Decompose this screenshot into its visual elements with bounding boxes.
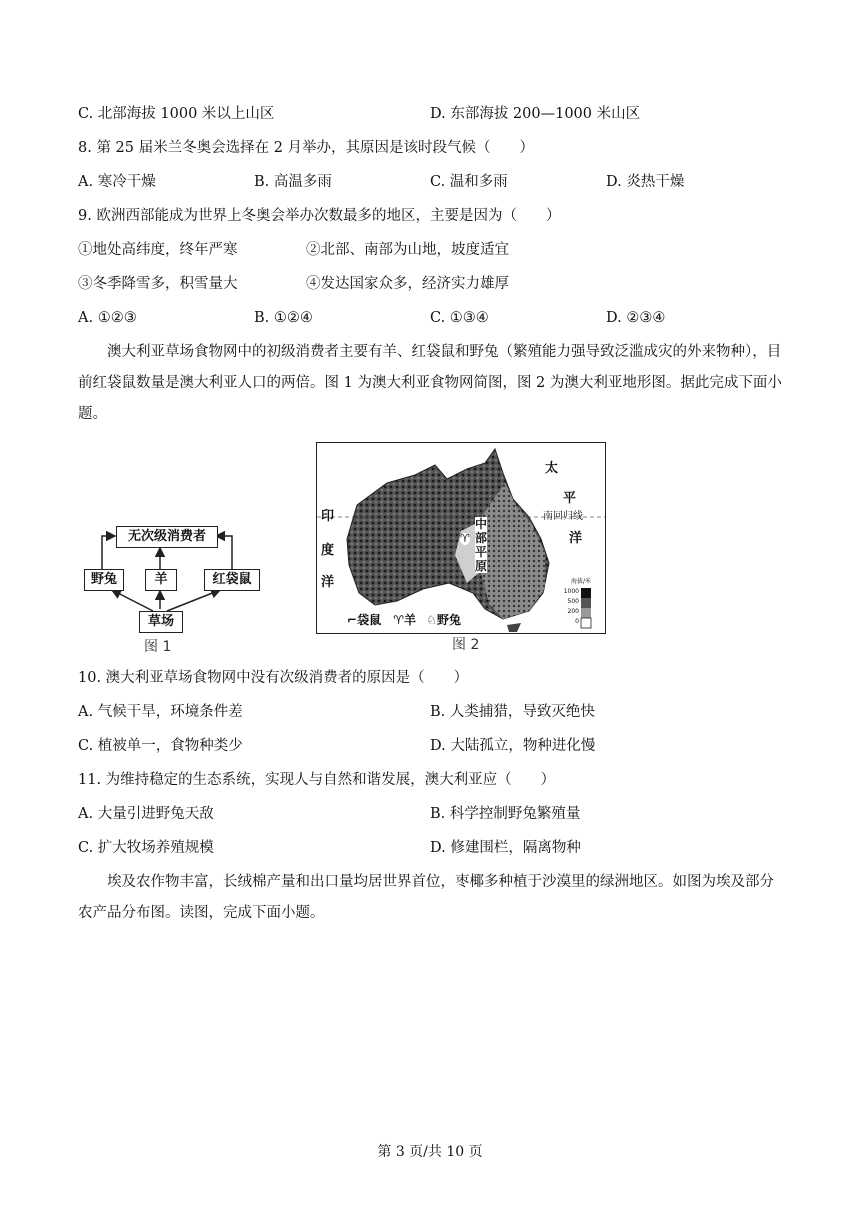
- map-animal-legend: [347, 611, 461, 628]
- figure-2-australia-map: [316, 442, 606, 634]
- figure-2-caption: 图 2: [452, 637, 480, 653]
- grassland-box: 草场: [139, 611, 183, 633]
- q9-option-b: B. ①②④: [254, 310, 313, 326]
- q9-option-a: A. ①②③: [78, 310, 137, 326]
- pacific-label-3: 洋: [569, 531, 583, 546]
- q9-statement-2: ②北部、南部为山地，坡度适宜: [306, 242, 509, 258]
- central-plain-label-4: 原: [475, 559, 488, 573]
- central-plain-label-2: 部: [475, 531, 488, 545]
- australia-passage: 澳大利亚草场食物网中的初级消费者主要有羊、红袋鼠和野兔（繁殖能力强导致泛滥成灾的外来物种），目前红袋鼠数量是澳大利亚人口的两倍。图 1 为澳大利亚食物网简图，图 2 为澳大利亚地形图。据此完成下面小题。: [78, 344, 782, 422]
- q9-statement-4: ④发达国家众多，经济实力雄厚: [306, 276, 509, 292]
- indian-label-2: 度: [321, 543, 335, 558]
- q8-option-d: D. 炎热干燥: [606, 174, 685, 190]
- central-plain-label-3: 平: [475, 545, 488, 559]
- no-secondary-consumer-box: 无次级消费者: [116, 526, 218, 548]
- q11-stem: 11. 为维持稳定的生态系统，实现人与自然和谐发展，澳大利亚应（ ）: [78, 772, 556, 788]
- elevation-legend-title: 海拔/米: [570, 578, 592, 585]
- q9-option-c: C. ①③④: [430, 310, 489, 326]
- figure-1-food-web: [80, 525, 280, 655]
- q11-option-d: D. 修建围栏，隔离物种: [430, 840, 581, 856]
- kangaroo-icon: ⌐: [347, 613, 358, 627]
- legend-kangaroo-label: 袋鼠: [357, 613, 382, 627]
- figure-1-caption: 图 1: [144, 639, 172, 655]
- q8-option-a: A. 寒冷干燥: [78, 174, 156, 190]
- q7-option-c: C. 北部海拔 1000 米以上山区: [78, 106, 275, 122]
- q8-option-b: B. 高温多雨: [254, 174, 332, 190]
- egypt-passage: 埃及农作物丰富，长绒棉产量和出口量均居世界首位，枣椰多种植于沙漠里的绿洲地区。如图为埃及部分农产品分布图。读图，完成下面小题。: [78, 874, 774, 921]
- pacific-label-2: 平: [563, 491, 577, 506]
- q10-option-d: D. 大陆孤立，物种进化慢: [430, 738, 596, 754]
- q11-option-b: B. 科学控制野兔繁殖量: [430, 806, 581, 822]
- hare-box: 野兔: [84, 569, 124, 591]
- q10-option-c: C. 植被单一，食物种类少: [78, 738, 243, 754]
- q10-option-b: B. 人类捕猎，导致灭绝快: [430, 704, 595, 720]
- hare-icon: ♘: [426, 613, 437, 627]
- q9-stem: 9. 欧洲西部能成为世界上冬奥会举办次数最多的地区，主要是因为（ ）: [78, 208, 561, 224]
- legend-sheep-label: 羊: [404, 613, 417, 627]
- indian-label-3: 洋: [321, 575, 335, 590]
- page-footer: 第 3 页/共 10 页: [377, 1144, 483, 1160]
- indian-label-1: 印: [321, 509, 335, 524]
- q9-statement-1: ①地处高纬度，终年严寒: [78, 242, 238, 258]
- q11-option-a: A. 大量引进野兔天敌: [78, 806, 214, 822]
- elevation-1000: 1000: [563, 588, 579, 595]
- tropic-line-label: 南回归线: [543, 511, 583, 522]
- q10-stem: 10. 澳大利亚草场食物网中没有次级消费者的原因是（ ）: [78, 670, 469, 686]
- sheep-box: 羊: [145, 569, 177, 591]
- q9-statement-3: ③冬季降雪多，积雪量大: [78, 276, 238, 292]
- q11-option-c: C. 扩大牧场养殖规模: [78, 840, 214, 856]
- sheep-map-icon: ♈: [460, 532, 470, 545]
- central-plain-label-1: 中: [475, 517, 488, 531]
- elevation-0: 0: [575, 618, 579, 625]
- pacific-label-1: 太: [545, 461, 559, 476]
- red-kangaroo-box: 红袋鼠: [204, 569, 260, 591]
- q9-option-d: D. ②③④: [606, 310, 666, 326]
- q10-option-a: A. 气候干旱，环境条件差: [78, 704, 243, 720]
- legend-hare-label: 野兔: [437, 613, 462, 627]
- q8-option-c: C. 温和多雨: [430, 174, 508, 190]
- q8-stem: 8. 第 25 届米兰冬奥会选择在 2 月举办，其原因是该时段气候（ ）: [78, 140, 535, 156]
- elevation-500: 500: [567, 598, 579, 605]
- elevation-legend: [559, 577, 592, 627]
- sheep-icon: ♈: [393, 613, 405, 627]
- elevation-legend-bars: [581, 588, 591, 628]
- q7-option-d: D. 东部海拔 200—1000 米山区: [430, 106, 641, 122]
- elevation-200: 200: [567, 608, 579, 615]
